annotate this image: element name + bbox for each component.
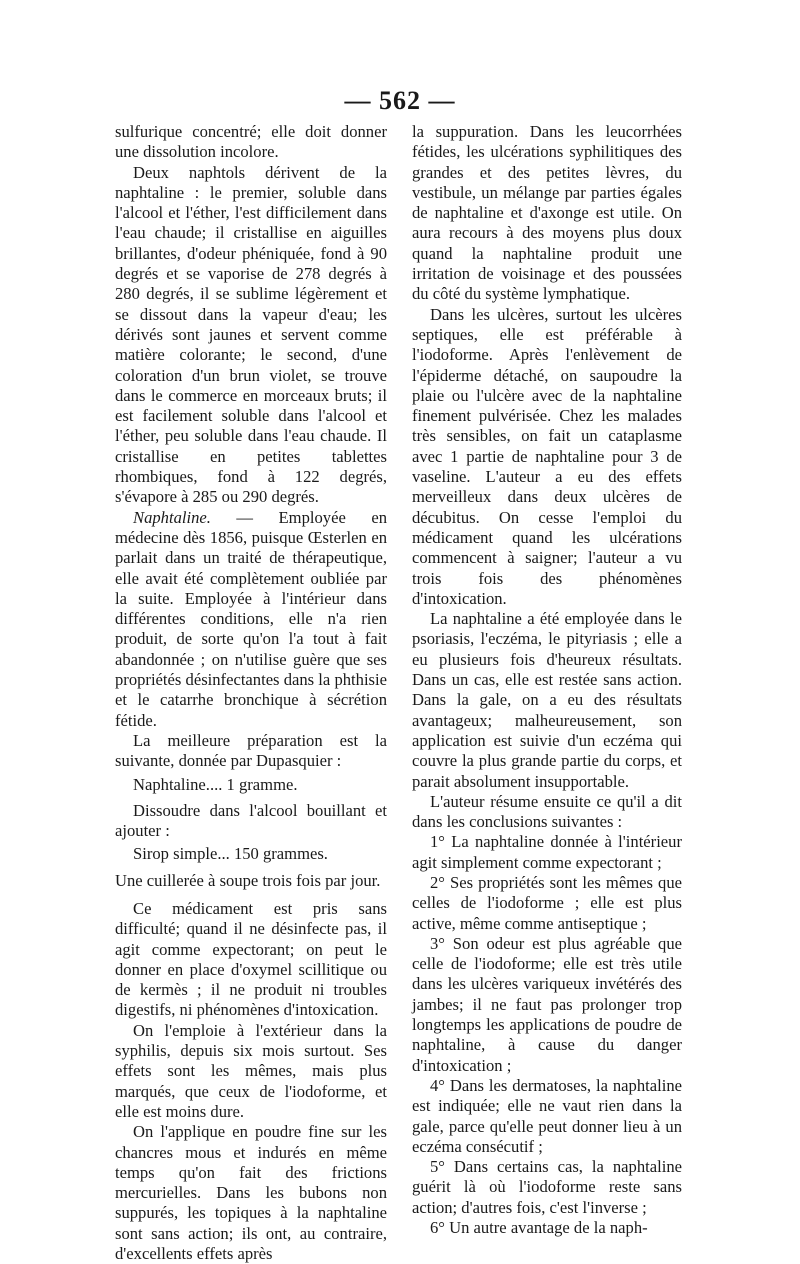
- paragraph: L'auteur résume ensuite ce qu'il a dit dans les conclusions suivantes :: [412, 791, 682, 832]
- paragraph: La naphtaline a été employée dans le psoriasis, l'eczéma, le pityriasis ; elle a eu plusieurs fois d'heureux résultats. Dans un cas, elle est restée sans action. Dans la gale, on a eu des résultats avantageux; malheureusement, son application est suivie d'un eczéma qui couvre la plus grande partie du corps, et parait absolument insupportable.: [412, 609, 682, 791]
- paragraph: On l'emploie à l'extérieur dans la syphilis, depuis six mois surtout. Ses effets sont les mêmes, mais plus marqués, que ceux de l'iodoforme, et elle est moins dure.: [115, 1020, 387, 1121]
- paragraph: La meilleure préparation est la suivante, donnée par Dupasquier :: [115, 730, 387, 771]
- paragraph: sulfurique concentré; elle doit donner une dissolution incolore.: [115, 122, 387, 162]
- conclusion-item: 5° Dans certains cas, la naphtaline guérit là où l'iodoforme reste sans action; d'autres fois, c'est l'inverse ;: [412, 1157, 682, 1217]
- paragraph: On l'applique en poudre fine sur les chancres mous et indurés en même temps qu'on fait des frictions mercurielles. Dans les bubons non suppurés, les topiques à la naphtaline sont sans action; ils ont, au contraire, d'excellents effets après: [115, 1122, 387, 1264]
- paragraph: Dissoudre dans l'alcool bouillant et ajouter :: [115, 800, 387, 841]
- paragraph: Ce médicament est pris sans difficulté; quand il ne désinfecte pas, il agit comme expectorant; on peut le donner en place d'oxymel scillitique ou de kermès ; il ne produit ni troubles digestifs, ni phénomènes d'intoxication.: [115, 898, 387, 1020]
- paragraph: la suppuration. Dans les leucorrhées fétides, les ulcérations syphilitiques des grandes et des petites lèvres, du vestibule, un mélange par parties égales de naphtaline et d'axonge est utile. On aura recours à des moyens plus doux quand la naphtaline produit une irritation de voisinage et des poussées du côté du système lymphatique.: [412, 122, 682, 304]
- conclusion-item: 6° Un autre avantage de la naph-: [430, 1218, 648, 1238]
- paragraph: Deux naphtols dérivent de la naphtaline : le premier, soluble dans l'alcool et l'éther, l'est difficilement dans l'eau chaude; il cristallise en aiguilles brillantes, d'odeur phéniquée, fond à 90 degrés et se vaporise de 278 degrés à 280 degrés, il se sublime légèrement et se dissout dans la vapeur d'eau; les dérivés sont jaunes et servent comme matière colorante; le second, d'une coloration d'un brun violet, se trouve dans le commerce en morceaux bruts; il est facilement soluble dans l'alcool et l'éther, peu soluble dans l'eau chaude. Il cristallise en petites tablettes rhombiques, fond à 122 degrés, s'évapore à 285 ou 290 degrés.: [115, 162, 387, 507]
- conclusion-item: 2° Ses propriétés sont les mêmes que celles de l'iodoforme ; elle est plus active, même comme antiseptique ;: [412, 872, 682, 933]
- section-heading: Naphtaline.: [133, 507, 211, 527]
- right-column: [412, 122, 682, 1238]
- paragraph: Une cuillerée à soupe trois fois par jour.: [115, 870, 381, 890]
- paragraph: Dans les ulcères, surtout les ulcères septiques, elle est préférable à l'iodoforme. Après l'enlèvement de l'épiderme détaché, on saupoudre la plaie ou l'ulcère avec de la naphtaline finement pulvérisée. Chez les malades très sensibles, on fait un cataplasme avec 1 partie de naphtaline pour 3 de vaseline. L'auteur a eu des effets merveilleux dans deux ulcères de décubitus. On cesse l'emploi du médicament quand les ulcérations commencent à saigner; l'auteur a vu trois fois des phénomènes d'intoxication.: [412, 304, 682, 608]
- conclusion-item: 4° Dans les dermatoses, la naphtaline est indiquée; elle ne vaut rien dans la gale, parce qu'elle peut donner lieu à un eczéma consécutif ;: [412, 1075, 682, 1156]
- left-column: [115, 122, 387, 1264]
- paragraph: [115, 508, 387, 731]
- conclusion-item: 1° La naphtaline donnée à l'intérieur agit simplement comme expectorant ;: [412, 832, 682, 872]
- conclusion-item: 3° Son odeur est plus agréable que celle de l'iodoforme; elle est très utile dans les ulcères variqueux invétérés des jambes; il ne faut pas prolonger trop longtemps les applications de poudre de naphtaline, à cause du danger d'intoxication ;: [412, 933, 682, 1075]
- formula-line: Sirop simple... 150 grammes.: [133, 844, 328, 864]
- page-number: — 562 —: [344, 86, 456, 115]
- formula-line: Naphtaline.... 1 gramme.: [133, 774, 298, 794]
- paragraph-text: — Employée en médecine dès 1856, puisque Œsterlen en parlait dans un traité de thérapeutique, elle avait été complètement oubliée par la suite. Employée à l'intérieur dans différentes conditions, elle n'a rien produit, de sorte qu'on l'a tout à fait abandonnée ; on n'utilise guère que ses propriétés désinfectantes dans la phthisie et le catarrhe bronchique à sécrétion fétide.: [115, 507, 387, 730]
